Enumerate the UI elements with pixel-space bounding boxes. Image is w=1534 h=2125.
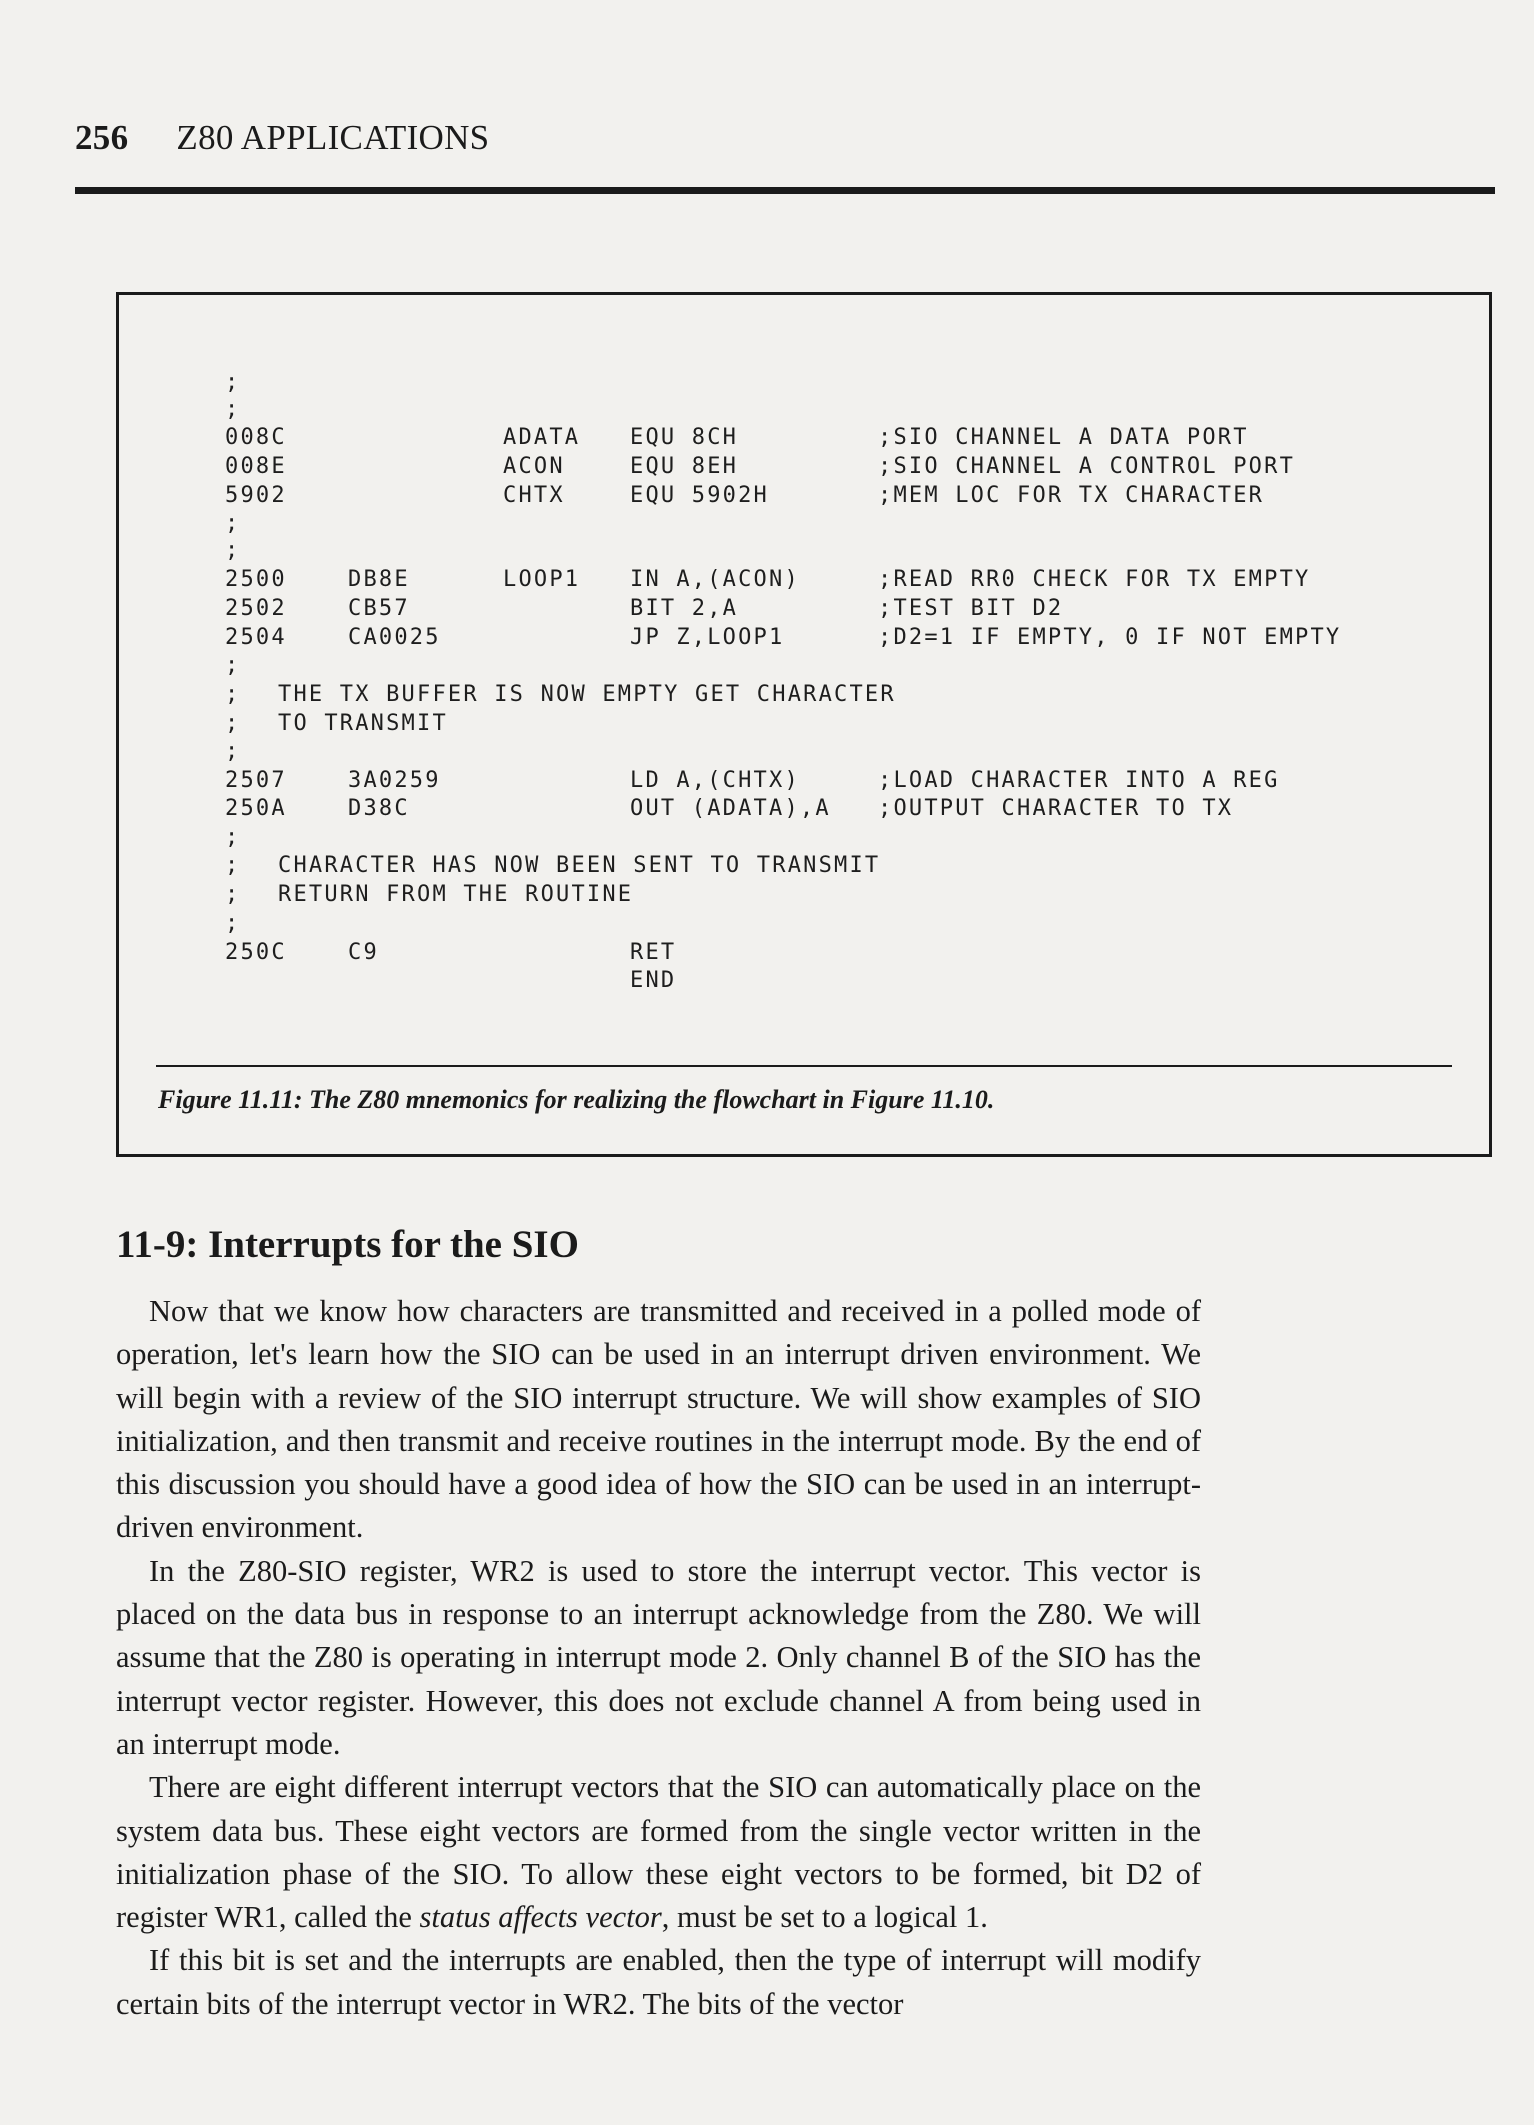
figure-rule [156,1065,1452,1067]
code-obj: D38C [348,796,410,821]
code-comment: ;READ RR0 CHECK FOR TX EMPTY [878,567,1311,592]
code-op: BIT 2,A [630,596,739,621]
code-label: CHTX [503,483,565,508]
code-addr: ; [225,825,241,850]
emphasized-term: status affects vector [419,1900,662,1935]
code-addr: ; [225,370,241,395]
code-obj: DB8E [348,567,410,592]
code-comment: ;MEM LOC FOR TX CHARACTER [878,483,1265,508]
code-label: ADATA [503,425,581,450]
code-addr: 008E [225,454,287,479]
page-number: 256 [75,118,129,157]
figure-caption: Figure 11.11: The Z80 mnemonics for realizing the flowchart in Figure 11.10. [158,1085,995,1114]
code-addr: ; [225,739,241,764]
code-op: LD A,(CHTX) [630,768,800,793]
code-op: EQU 8CH [630,425,739,450]
code-addr: 250A [225,796,287,821]
code-addr: ; [225,682,241,707]
paragraph: There are eight different interrupt vectors that the SIO can automatically place on the system data bus. These eight vectors are formed from the single vector written in the initialization phase of the SIO. To allow these eight vectors to be formed, bit D2 of register WR1, called the status affects vector, must be set to a logical 1. [116,1770,1201,1935]
code-addr: 008C [225,425,287,450]
code-obj: 3A0259 [348,768,441,793]
code-comment: ;SIO CHANNEL A CONTROL PORT [878,454,1296,479]
section-title: 11-9: Interrupts for the SIO [116,1223,579,1266]
code-op: EQU 8EH [630,454,739,479]
code-obj: CA0025 [348,625,441,650]
code-op: JP Z,LOOP1 [630,625,785,650]
code-op: EQU 5902H [630,483,770,508]
code-obj: C9 [348,940,379,965]
code-op: IN A,(ACON) [630,567,800,592]
code-label: ACON [503,454,565,479]
code-addr: ; [225,711,241,736]
code-note: RETURN FROM THE ROUTINE [278,882,634,907]
code-addr: 2507 [225,768,287,793]
code-obj: CB57 [348,596,410,621]
code-addr: ; [225,911,241,936]
body-text [116,1290,1201,2026]
header-rule [75,187,1495,194]
code-comment: ;TEST BIT D2 [878,596,1064,621]
code-comment: ;D2=1 IF EMPTY, 0 IF NOT EMPTY [878,625,1342,650]
paragraph: In the Z80-SIO register, WR2 is used to store the interrupt vector. This vector is placed on the data bus in response to an interrupt acknowledge from the Z80. We will assume that the Z80 is operating in interrupt mode 2. Only channel B of the SIO has the interrupt vector register. However, this does not exclude channel A from being used in an interrupt mode. [116,1553,1201,1761]
running-title: Z80 APPLICATIONS [176,118,490,157]
code-note: THE TX BUFFER IS NOW EMPTY GET CHARACTER [278,682,896,707]
code-op: RET [630,940,677,965]
paragraph: If this bit is set and the interrupts are enabled, then the type of interrupt will modify certain bits of the interrupt vector in WR2. The bits of the vector [116,1943,1201,2021]
code-addr: ; [225,538,241,563]
code-addr: ; [225,853,241,878]
code-addr: ; [225,397,241,422]
code-addr: ; [225,653,241,678]
code-addr: ; [225,511,241,536]
page-header [75,118,489,158]
code-note: TO TRANSMIT [278,711,448,736]
code-addr: ; [225,882,241,907]
code-comment: ;SIO CHANNEL A DATA PORT [878,425,1249,450]
code-addr: 2500 [225,567,287,592]
code-label: LOOP1 [503,567,581,592]
code-op: END [630,968,677,993]
code-addr: 2504 [225,625,287,650]
code-addr: 2502 [225,596,287,621]
code-comment: ;OUTPUT CHARACTER TO TX [878,796,1234,821]
code-op: OUT (ADATA),A [630,796,831,821]
code-comment: ;LOAD CHARACTER INTO A REG [878,768,1280,793]
code-addr: 250C [225,940,287,965]
paragraph: Now that we know how characters are transmitted and received in a polled mode of operation, let's learn how the SIO can be used in an interrupt driven environment. We will begin with a review of the SIO interrupt structure. We will show examples of SIO initialization, and then transmit and receive routines in the interrupt mode. By the end of this discussion you should have a good idea of how the SIO can be used in an interrupt-driven environment. [116,1294,1201,1545]
code-note: CHARACTER HAS NOW BEEN SENT TO TRANSMIT [278,853,881,878]
code-addr: 5902 [225,483,287,508]
